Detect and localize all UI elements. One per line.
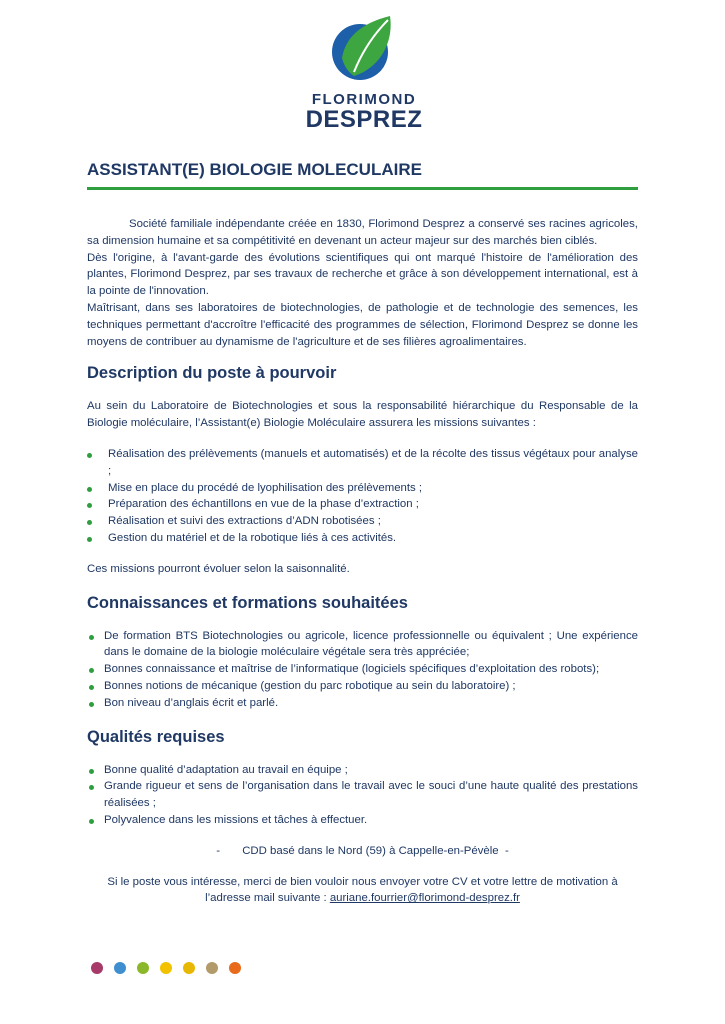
- missions-list: [87, 446, 638, 547]
- bullet-icon: [89, 685, 94, 690]
- footer-dot: [91, 962, 103, 974]
- list-item: [87, 513, 638, 530]
- list-item: [87, 480, 638, 497]
- intro-paragraph-2: Dès l'origine, à l'avant-garde des évolutions scientifiques qui ont marqué l'histoire de l'amélioration des plantes, Florimond Desprez, par ses travaux de recherche et grâce à son développement international, est à la pointe de l'innovation.: [87, 251, 638, 298]
- intro-paragraph-1: [87, 216, 638, 250]
- bullet-icon: [87, 503, 92, 508]
- footer-dot: [206, 962, 218, 974]
- closing-text: l’adresse mail suivante :: [205, 892, 330, 905]
- missions-note: Ces missions pourront évoluer selon la saisonnalité.: [87, 562, 350, 575]
- list-item: [87, 678, 638, 695]
- list-item: [87, 446, 638, 480]
- company-logo: [304, 12, 424, 132]
- list-item-text: Bonne qualité d’adaptation au travail en équipe ;: [104, 763, 348, 776]
- bullet-icon: [87, 520, 92, 525]
- list-item-text: Bon niveau d’anglais écrit et parlé.: [104, 696, 279, 709]
- bullet-icon: [87, 453, 92, 458]
- intro-text-continued: a conservé ses racines agricoles, sa dimension humaine et sa compétitivité en devenant un acteur majeur sur des marchés bien ciblés.: [87, 218, 638, 247]
- list-item: [87, 530, 638, 547]
- bullet-icon: [89, 769, 94, 774]
- footer-dot: [160, 962, 172, 974]
- closing-line-1: Si le poste vous intéresse, merci de bien vouloir nous envoyer votre CV et votre lettre de motivation à: [107, 875, 618, 888]
- list-item: [87, 778, 638, 812]
- list-item-text: Réalisation et suivi des extractions d’ADN robotisées ;: [108, 515, 381, 528]
- list-item-text: Polyvalence dans les missions et tâches à effectuer.: [104, 813, 368, 826]
- contract-info: - CDD basé dans le Nord (59) à Cappelle-en-Pévèle -: [216, 844, 509, 857]
- email-link[interactable]: auriane.fourrier@florimond-desprez.fr: [329, 892, 520, 905]
- list-item-text: Bonnes notions de mécanique (gestion du parc robotique au sein du laboratoire) ;: [104, 679, 516, 692]
- bullet-icon: [89, 785, 94, 790]
- footer-dot: [114, 962, 126, 974]
- title-underline: [87, 187, 638, 190]
- page-title: ASSISTANT(E) BIOLOGIE MOLECULAIRE: [87, 160, 422, 179]
- logo-text-florimond: FLORIMOND: [311, 91, 417, 108]
- document-body: [87, 216, 638, 907]
- list-item-text: Bonnes connaissance et maîtrise de l’informatique (logiciels spécifiques d’exploitation des robots);: [104, 663, 600, 676]
- intro-text: Société familiale indépendante créée en 1830,: [129, 218, 369, 230]
- list-item-text: Grande rigueur et sens de l’organisation dans le travail avec le souci d’une haute qualité des prestations réalisées ;: [104, 780, 638, 810]
- intro-paragraph-3: Maîtrisant, dans ses laboratoires de biotechnologies, de pathologie et de technologie des semences, les techniques permettant d'accroître l'efficacité des programmes de sélection, Florimond Desprez se donne les moyens de contribuer au dynamisme de l'agriculture et de ses filières agroalimentaires.: [87, 301, 638, 348]
- bullet-icon: [87, 487, 92, 492]
- bullet-icon: [87, 537, 92, 542]
- list-item-text: Gestion du matériel et de la robotique liés à ces activités.: [108, 531, 397, 544]
- list-item: [87, 695, 638, 712]
- logo-text-desprez: DESPREZ: [305, 106, 423, 133]
- company-name: Florimond Desprez: [368, 218, 465, 230]
- closing-line-2: [87, 890, 638, 907]
- list-item-text: Préparation des échantillons en vue de la phase d’extraction ;: [108, 498, 419, 511]
- footer-dot: [229, 962, 241, 974]
- list-item: [87, 496, 638, 513]
- list-item: [87, 762, 638, 779]
- footer-dot: [137, 962, 149, 974]
- qualities-list: [87, 762, 638, 829]
- footer-dots: [91, 962, 241, 974]
- section-heading-knowledge: Connaissances et formations souhaitées: [87, 593, 408, 612]
- knowledge-list: [87, 628, 638, 712]
- list-item: [87, 812, 638, 829]
- list-item: [87, 628, 638, 662]
- list-item-text: Mise en place du procédé de lyophilisation des prélèvements ;: [108, 481, 423, 494]
- footer-dot: [183, 962, 195, 974]
- list-item-text: Réalisation des prélèvements (manuels et automatisés) et de la récolte des tissus végétaux pour analyse ;: [108, 447, 638, 477]
- section-heading-qualities: Qualités requises: [87, 727, 225, 746]
- list-item: [87, 661, 638, 678]
- leaf-globe-icon: [328, 12, 400, 84]
- bullet-icon: [89, 702, 94, 707]
- bullet-icon: [89, 635, 94, 640]
- section-heading-description: Description du poste à pourvoir: [87, 364, 337, 383]
- description-lead: Au sein du Laboratoire de Biotechnologies et sous la responsabilité hiérarchique du Responsable de la Biologie moléculaire, l’Assistant(e) Biologie Moléculaire assurera les missions suivantes :: [87, 400, 638, 430]
- list-item-text: De formation BTS Biotechnologies ou agricole, licence professionnelle ou équivalent ; Une expérience dans le domaine de la biologie moléculaire végétale sera très appréciée;: [104, 629, 638, 659]
- bullet-icon: [89, 668, 94, 673]
- bullet-icon: [89, 819, 94, 824]
